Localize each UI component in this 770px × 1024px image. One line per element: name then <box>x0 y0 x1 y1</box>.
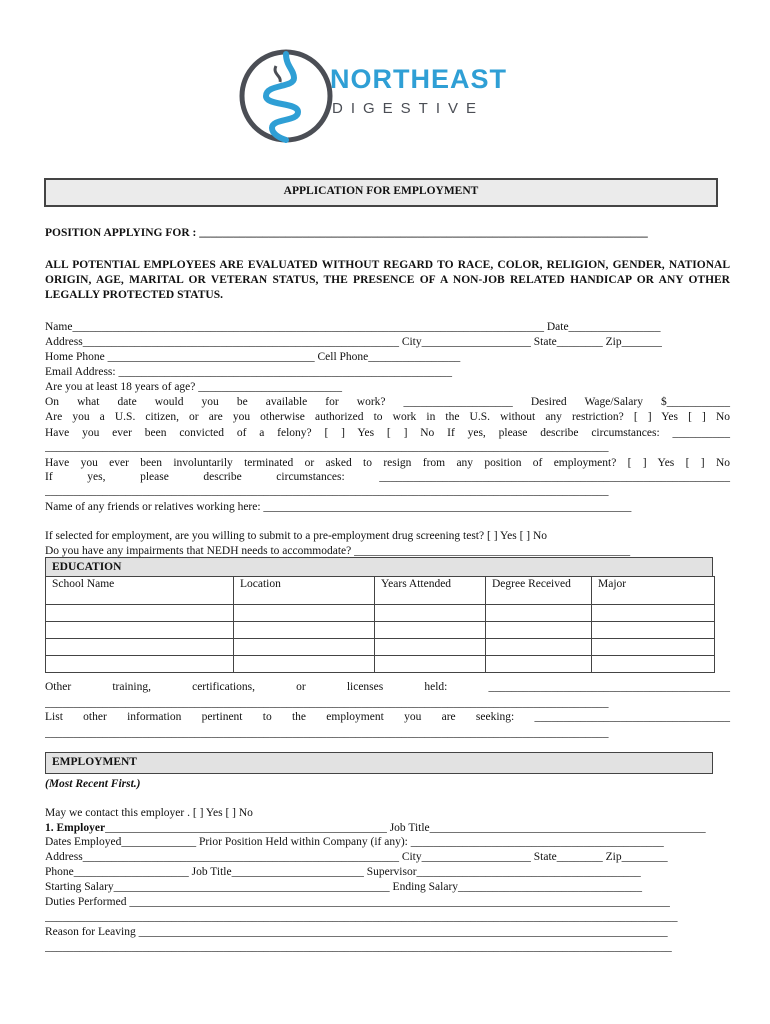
citizenship-question[interactable]: Are you a U.S. citizen, or are you otherwise authorized to work in the U.S. without any restriction? [ ] Yes [ ] No <box>45 411 730 423</box>
table-row[interactable] <box>46 656 715 673</box>
column-years-attended: Years Attended <box>375 577 486 605</box>
employer-address-field[interactable]: Address_______________________________________________________ City___________________ State________ Zip________ <box>45 851 668 863</box>
employment-section-header: EMPLOYMENT <box>45 752 713 774</box>
eeo-notice: ALL POTENTIAL EMPLOYEES ARE EVALUATED WITHOUT REGARD TO RACE, COLOR, RELIGION, GENDER, NATIONAL ORIGIN, AGE, MARITAL OR VETERAN STATUS, THE PRESENCE OF A NON-JOB RELATED HANDICAP OR ANY OTHER LEGALLY PROTECTED STATUS. <box>45 259 730 301</box>
digestive-logo-icon <box>236 46 336 146</box>
table-row[interactable] <box>46 622 715 639</box>
employer-field[interactable] <box>45 821 717 835</box>
termination-question[interactable]: Have you ever been involuntarily terminated or asked to resign from any position of employment? [ ] Yes [ ] No <box>45 457 730 469</box>
column-location: Location <box>234 577 375 605</box>
form-title: APPLICATION FOR EMPLOYMENT <box>44 178 718 207</box>
brand-name-line1: NORTHEAST <box>330 64 507 94</box>
education-table-header <box>46 577 715 605</box>
other-info-field[interactable]: List other information pertinent to the employment you are seeking: __________________________________ <box>45 711 730 723</box>
other-info-continuation-line[interactable]: __________________________________________________________________________________________________ <box>45 727 609 739</box>
age-field[interactable]: Are you at least 18 years of age? _________________________ <box>45 381 343 393</box>
other-training-field[interactable]: Other training, certifications, or licenses held: __________________________________________ <box>45 681 730 693</box>
reason-for-leaving-field[interactable]: Reason for Leaving ____________________________________________________________________________________________ <box>45 926 668 938</box>
duties-continuation-line[interactable]: ______________________________________________________________________________________________________________ <box>45 911 678 923</box>
table-row[interactable] <box>46 639 715 656</box>
column-major: Major <box>592 577 715 605</box>
salary-field[interactable]: Starting Salary________________________________________________ Ending Salary________________________________ <box>45 881 643 893</box>
felony-continuation-line[interactable]: __________________________________________________________________________________________________ <box>45 441 609 453</box>
table-row[interactable] <box>46 605 715 622</box>
availability-wage-field[interactable]: On what date would you be available for work? ___________________ Desired Wage/Salary $___________ <box>45 396 730 408</box>
termination-circumstances-field[interactable]: If yes, please describe circumstances: _____________________________________________________________ <box>45 471 730 483</box>
employer-label: 1. Employer <box>45 822 106 834</box>
address-field[interactable]: Address_______________________________________________________ City___________________ State________ Zip_______ <box>45 336 662 348</box>
company-logo <box>236 46 546 146</box>
column-school-name: School Name <box>46 577 234 605</box>
column-degree-received: Degree Received <box>486 577 592 605</box>
dates-employed-field[interactable]: Dates Employed_____________ Prior Position Held within Company (if any): ____________________________________________ <box>45 836 664 848</box>
brand-name-line2: DIGESTIVE <box>332 100 485 117</box>
duties-field[interactable]: Duties Performed ______________________________________________________________________________________________ <box>45 896 670 908</box>
contact-employer-question[interactable]: May we contact this employer . [ ] Yes [ ] No <box>45 807 253 819</box>
felony-question[interactable]: Have you ever been convicted of a felony? [ ] Yes [ ] No If yes, please describe circumstances: __________ <box>45 427 730 439</box>
education-table <box>45 576 715 673</box>
termination-continuation-line[interactable]: __________________________________________________________________________________________________ <box>45 485 609 497</box>
email-field[interactable]: Email Address: __________________________________________________________ <box>45 366 452 378</box>
reason-continuation-line[interactable]: _____________________________________________________________________________________________________________ <box>45 941 672 953</box>
employment-subheading: (Most Recent First.) <box>45 778 141 790</box>
other-training-continuation-line[interactable]: __________________________________________________________________________________________________ <box>45 697 609 709</box>
education-section-header: EDUCATION <box>45 557 713 577</box>
employer-job-title-blanks: _________________________________________________ Job Title________________________________________________ <box>105 822 706 834</box>
drug-screening-question[interactable]: If selected for employment, are you willing to submit to a pre-employment drug screening test? [ ] Yes [ ] No <box>45 530 548 542</box>
name-date-field[interactable]: Name__________________________________________________________________________________ Date________________ <box>45 321 661 333</box>
employer-phone-field[interactable]: Phone____________________ Job Title_______________________ Supervisor_______________________________________ <box>45 866 641 878</box>
phone-field[interactable]: Home Phone ____________________________________ Cell Phone________________ <box>45 351 461 363</box>
position-applying-field[interactable]: POSITION APPLYING FOR : ______________________________________________________________________________ <box>45 227 648 239</box>
friends-relatives-field[interactable]: Name of any friends or relatives working here: ________________________________________________________________ <box>45 501 632 513</box>
impairments-field[interactable]: Do you have any impairments that NEDH needs to accommodate? ________________________________________________ <box>45 545 631 557</box>
